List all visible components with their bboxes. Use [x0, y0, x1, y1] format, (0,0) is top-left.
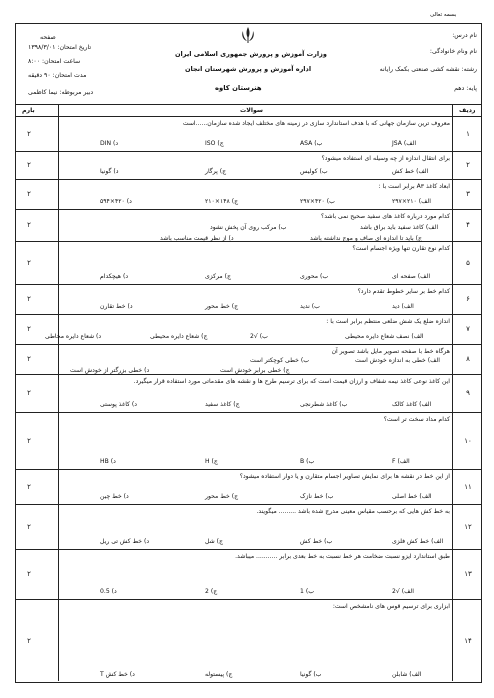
col-questions-header: سوالات [240, 107, 263, 114]
question-number: ۱۳ [464, 570, 472, 578]
question-points: ۲ [27, 129, 31, 138]
field-label: رشته: نقشه کشی صنعتی بکمک رایانه [379, 66, 477, 73]
answer-option: ب) 1 [300, 588, 314, 595]
course-label: نام درس: [452, 32, 477, 39]
question-number: ۸ [466, 355, 470, 363]
answer-option: ج) شعاع دایره محیطی [150, 333, 208, 340]
answer-option: ج) شل [205, 538, 223, 545]
exam-duration: مدت امتحان: ۹۰ دقیقه [28, 72, 87, 79]
answer-option: الف) نصف شعاع دایره محیطی [345, 333, 424, 340]
iran-emblem-icon [237, 25, 259, 45]
answer-option: د) شعاع دایره محاطی [45, 333, 102, 340]
answer-option: ج) باید تا اندازه ای صاف و موج نداشته باشد [310, 235, 422, 242]
question-points: ۲ [27, 221, 31, 229]
answer-option: ج) خط محور [205, 303, 239, 310]
bismillah: بسمه تعالی [430, 12, 457, 18]
question-number: ۲ [466, 161, 470, 169]
question-number: ۱۰ [464, 436, 472, 445]
answer-option: د) خط چین [100, 493, 129, 500]
answer-option: الف) شابلن [392, 671, 422, 678]
question-points: ۲ [27, 570, 31, 578]
answer-option: الف) √2 [392, 588, 414, 595]
answer-option: الف) صفحه ای [392, 273, 431, 280]
answer-option: ج) ISO [205, 140, 224, 147]
teacher-name: دبیر مربوطه: نیما کاظمی [28, 89, 94, 96]
question-number: ۶ [466, 295, 470, 303]
answer-option: د) خطی بزرگتر از خودش است [70, 367, 150, 374]
answer-option: ب) خطی کوچکتر است [250, 357, 309, 364]
answer-option: الف) ۲۱۰×۲۹۷ [392, 198, 431, 205]
question-number: ۱۱ [464, 482, 472, 491]
answer-option: ب) B [300, 458, 315, 465]
question-points: ۲ [27, 258, 31, 267]
answer-option: ج) ۱۴۸×۲۱۰ [205, 198, 239, 205]
answer-option: الف) خط کش [392, 168, 429, 175]
question-points: ۲ [27, 161, 31, 169]
question-number: ۳ [466, 190, 470, 198]
answer-option: ج) 2 [205, 588, 218, 595]
answer-option: ب) مرکب روی آن پخش نشود [210, 224, 287, 231]
question-text: ابزاری برای ترسیم قوس های نامشخص است: [332, 603, 450, 610]
question-number: ۴ [466, 221, 470, 229]
answer-option: ج) H [205, 458, 218, 465]
answer-option: د) ۴۲۰×۵۹۴ [100, 198, 132, 205]
exam-date: تاریخ امتحان: ۱۳۹۸/۳/۰۱ [28, 44, 92, 51]
answer-option: ب) محوری [300, 273, 329, 280]
question-number: ۱۴ [464, 636, 472, 645]
question-text: کدام مورد درباره کاغذ های سفید صحیح نمی باشد؟ [321, 213, 450, 220]
answer-option: ب) خط نازک [300, 493, 334, 500]
answer-option: د) گونیا [100, 168, 119, 175]
question-number: ۱۲ [464, 522, 472, 531]
question-number: ۵ [466, 258, 470, 267]
answer-option: الف) کاغذ سفید باید براق باشد [360, 224, 439, 231]
question-text: طبق استاندارد ایزو نسبت ضخامت هر خط نسبت به خط بعدی برابر ........... میباشد. [235, 553, 450, 560]
answer-option: د) HB [100, 458, 116, 465]
question-points: ۲ [27, 355, 31, 363]
question-text: برای انتقال اندازه از چه وسیله ای استفاده میشود؟ [321, 155, 450, 162]
page-field: صفحه [40, 34, 56, 41]
exam-time: ساعت امتحان: ۸:۰۰ [28, 58, 81, 65]
answer-option: د) 0.5 [100, 588, 117, 595]
answer-option: د) از نظر قیمت مناسب باشد [160, 235, 234, 242]
answer-option: ج) خط محور [205, 493, 239, 500]
question-text: ابعاد کاغذ A۳ برابر است با : [378, 183, 450, 190]
question-text: اندازه ضلع یک شش ضلعی منتظم برابر است با : [326, 318, 450, 325]
question-text: هرگاه خط با صفحه تصویر مایل باشد تصویر آن [331, 348, 450, 355]
question-number: ۷ [466, 325, 470, 333]
question-text: کدام نوع تقارن تنها ویژه اجسام است؟ [352, 245, 450, 252]
question-text: این کاغذ نوعی کاغذ نیمه شفاف و ارزان قیمت است که برای ترسیم طرح ها و نقشه های مقدماتی مورد استفاده قرار میگیرد. [133, 378, 450, 385]
answer-option: د) خط کش تی ریل [100, 538, 150, 545]
answer-option: ب) ASA [300, 140, 323, 147]
question-points: ۲ [27, 295, 31, 303]
question-points: ۲ [27, 482, 31, 491]
answer-option: ب) √2 [250, 333, 268, 340]
answer-option: ب) ۴۲۰×۲۹۷ [300, 198, 335, 205]
answer-option: ب) کولیس [300, 168, 328, 175]
answer-option: د) کاغذ پوستی [100, 401, 137, 408]
answer-option: ب) ندید [300, 303, 320, 310]
question-number: ۱ [466, 129, 470, 138]
answer-option: الف) F [392, 458, 410, 465]
answer-option: الف) JSA [392, 140, 417, 147]
question-text: از این خط در نقشه ها برای نمایش تصاویر اجسام متقارن و یا دوار استفاده میشود؟ [239, 473, 450, 480]
answer-option: د) خط کش T [100, 671, 135, 678]
answer-option: ج) خطی برابر خودش است [220, 367, 290, 374]
question-text: کدام خط بر سایر خطوط تقدم دارد؟ [357, 288, 450, 295]
answer-option: الف) خط اصلی [392, 493, 432, 500]
answer-option: ج) کاغذ سفید [205, 401, 240, 408]
student-name-label: نام ونام خانوادگی: [429, 48, 477, 55]
question-points: ۲ [27, 325, 31, 333]
school-title: هنرستان کاوه [215, 84, 262, 92]
answer-option: د) هیچکدام [100, 273, 129, 280]
answer-option: ب) گونیا [300, 671, 322, 678]
col-points-header: بارم [22, 107, 35, 114]
office-title: اداره آموزش و پرورش شهرستان انجان [185, 65, 312, 73]
question-points: ۲ [27, 636, 31, 645]
answer-option: د) خط تقارن [100, 303, 133, 310]
question-points: ۲ [27, 436, 31, 445]
answer-option: الف) کاغذ کالک [392, 401, 432, 408]
question-points: ۲ [27, 190, 31, 198]
answer-option: ب) کاغذ شطرنجی [300, 401, 348, 408]
answer-option: الف) خط کش فلزی [392, 538, 444, 545]
answer-option: ج) پیستوله [205, 671, 233, 678]
question-text: معروف ترین سازمان جهانی که با هدف استاندارد سازی در زمینه های مختلف ایجاد شده سازمان......است [182, 120, 450, 127]
grade-label: پایه: دهم [454, 85, 477, 92]
question-text: کدام مداد سخت تر است؟ [383, 416, 450, 423]
answer-option: ب) خط کش [300, 538, 333, 545]
ministry-title: وزارت آموزش و پرورش جمهوری اسلامی ایران [175, 50, 327, 58]
question-points: ۲ [27, 389, 31, 397]
question-points: ۲ [27, 522, 31, 531]
answer-option: الف) دید [392, 303, 414, 310]
answer-option: ج) پرگار [205, 168, 227, 175]
answer-option: الف) خطی به اندازه خودش است [355, 357, 440, 364]
col-num-header: ردیف [459, 107, 476, 114]
question-text: به خط کش هایی که برحسب مقیاس معینی مدرج شده باشد ......... میگویند. [256, 508, 450, 515]
answer-option: ج) مرکزی [205, 273, 231, 280]
answer-option: د) DIN [100, 140, 119, 147]
question-number: ۹ [466, 389, 470, 397]
